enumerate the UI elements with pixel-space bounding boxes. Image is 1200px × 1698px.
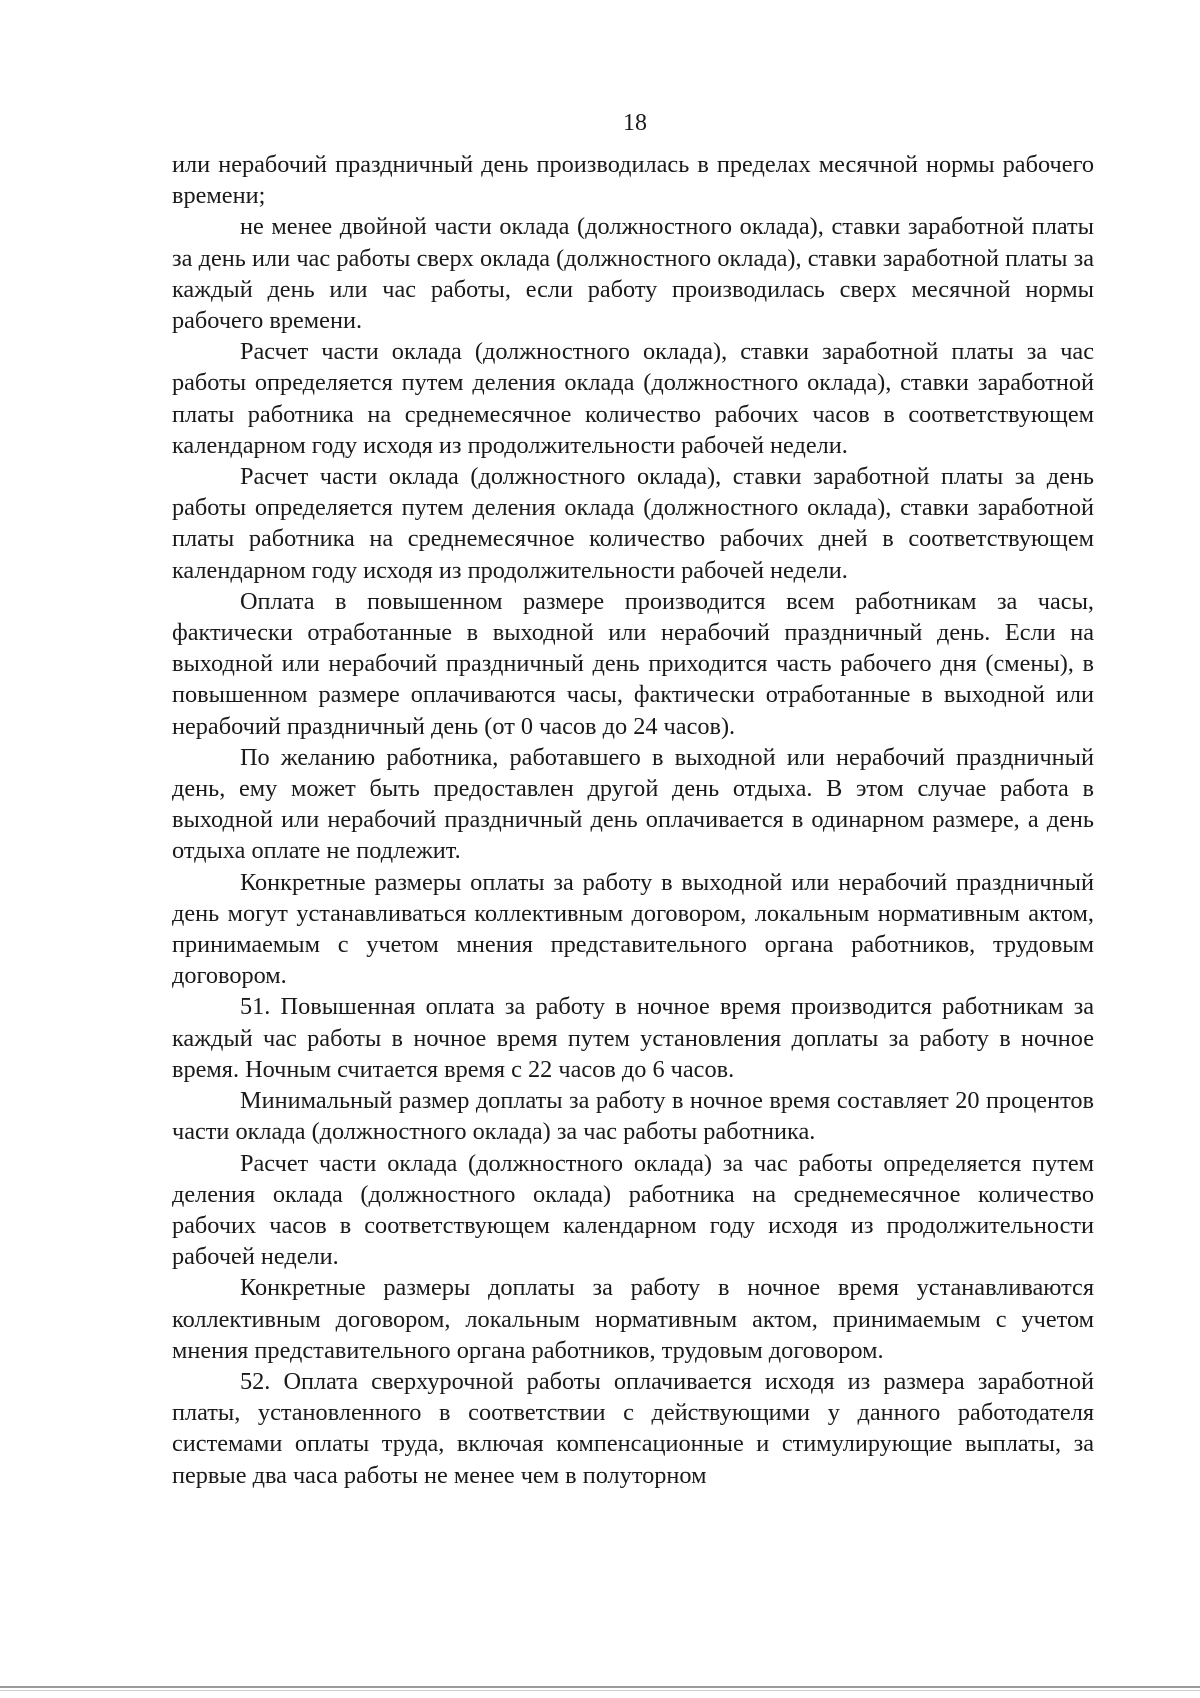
scan-edge-shadow bbox=[0, 1690, 1200, 1691]
paragraph: Оплата в повышенном размере производится всем работникам за часы, фактически отработанные в выходной или нерабочий праздничный день. Если на выходной или нерабочий праздничный день приходится часть рабочего дня (смены), в повышенном размере оплачиваются часы, фактически отработанные в выходной или нерабочий праздничный день (от 0 часов до 24 часов). bbox=[172, 587, 1094, 740]
document-body bbox=[172, 149, 1094, 1491]
paragraph: Конкретные размеры оплаты за работу в выходной или нерабочий праздничный день могут устанавливаться коллективным договором, локальным нормативным актом, принимаемым с учетом мнения представительного органа работников, трудовым договором. bbox=[172, 868, 1094, 990]
page-number: 18 bbox=[623, 110, 647, 136]
paragraph-item-51: 51. Повышенная оплата за работу в ночное время производится работникам за каждый час работы в ночное время путем установления доплаты за работу в ночное время. Ночным считается время с 22 часов до 6 часов. bbox=[172, 993, 1094, 1083]
paragraph-continuation: или нерабочий праздничный день производилась в пределах месячной нормы рабочего времени; bbox=[172, 151, 1094, 210]
paragraph: Конкретные размеры доплаты за работу в ночное время устанавливаются коллективным договором, локальным нормативным актом, принимаемым с учетом мнения представительного органа работников, трудовым договором. bbox=[172, 1274, 1094, 1364]
paragraph: Минимальный размер доплаты за работу в ночное время составляет 20 процентов части оклада (должностного оклада) за час работы работника. bbox=[172, 1087, 1094, 1146]
paragraph: Расчет части оклада (должностного оклада), ставки заработной платы за час работы определяется путем деления оклада (должностного оклада), ставки заработной платы работника на среднемесячное количество рабочих часов в соответствующем календарном году исходя из продолжительности рабочей недели. bbox=[172, 338, 1094, 459]
scan-edge-line bbox=[0, 1686, 1200, 1688]
paragraph: не менее двойной части оклада (должностного оклада), ставки заработной платы за день или час работы сверх оклада (должностного оклада), ставки заработной платы за каждый день или час работы, если работу производилась сверх месячной нормы рабочего времени. bbox=[172, 213, 1094, 335]
paragraph: Расчет части оклада (должностного оклада) за час работы определяется путем деления оклада (должностного оклада) работника на среднемесячное количество рабочих часов в соответствующем календарном году исходя из продолжительности рабочей недели. bbox=[172, 1149, 1094, 1271]
paragraph-item-52: 52. Оплата сверхурочной работы оплачивается исходя из размера заработной платы, установленного в соответствии с действующими у данного работодателя системами оплаты труда, включая компенсационные и стимулирующие выплаты, за первые два часа работы не менее чем в полуторном bbox=[172, 1367, 1094, 1489]
paragraph: По желанию работника, работавшего в выходной или нерабочий праздничный день, ему может быть предоставлен другой день отдыха. В этом случае работа в выходной или нерабочий праздничный день оплачивается в одинарном размере, а день отдыха оплате не подлежит. bbox=[172, 743, 1094, 865]
paragraph: Расчет части оклада (должностного оклада), ставки заработной платы за день работы определяется путем деления оклада (должностного оклада), ставки заработной платы работника на среднемесячное количество рабочих дней в соответствующем календарном году исходя из продолжительности рабочей недели. bbox=[172, 463, 1094, 584]
